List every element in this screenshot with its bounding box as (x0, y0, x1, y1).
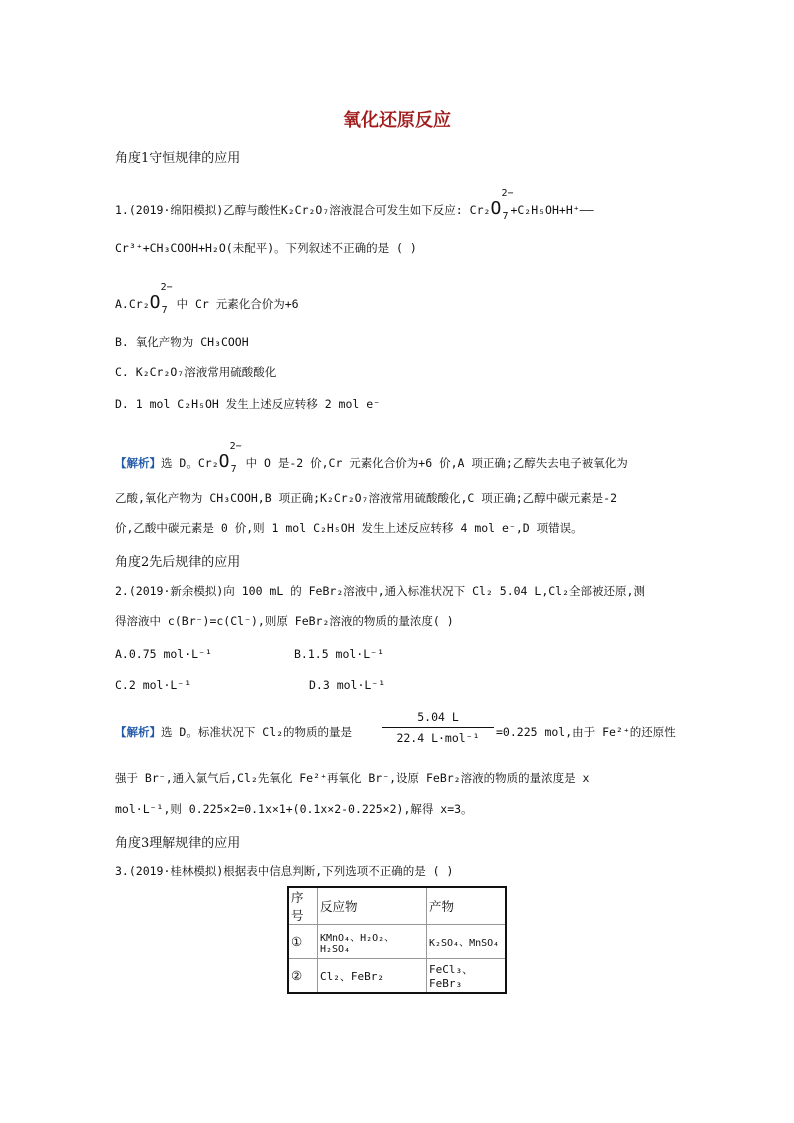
ion-subscript: 7 (502, 211, 509, 222)
q2-line1: 2.(2019·新余模拟)向 100 mL 的 FeBr₂溶液中,通入标准状况下 Cl₂ 5.04 L,Cl₂全部被还原,测 (115, 584, 645, 598)
ion-o: O (218, 451, 230, 472)
q1-option-a-pre: A.Cr₂ (115, 297, 150, 311)
a2-line1-pre: 选 D。标准状况下 Cl₂的物质的量是 (161, 725, 353, 739)
table-row (288, 959, 506, 994)
ion-o: O (490, 198, 502, 219)
dichromate-ion (490, 188, 514, 222)
dichromate-ion (218, 441, 242, 475)
dichromate-ion (149, 282, 173, 316)
analysis-label: 【解析】 (115, 456, 161, 470)
table-cell-reactants: KMnO₄、H₂O₂、H₂SO₄ (318, 925, 427, 959)
a1-line1-post: 中 O 是-2 价,Cr 元素化合价为+6 价,A 项正确;乙醇失去电子被氧化为 (245, 456, 628, 470)
table-header-products: 产物 (427, 887, 507, 925)
table-cell-products: FeCl₃、FeBr₃ (427, 959, 507, 994)
ion-charge: 2− (501, 188, 514, 199)
q1-line1 (115, 188, 594, 222)
table-row (288, 925, 506, 959)
table-header-index: 序号 (288, 887, 318, 925)
q1-ion-cr: Cr₂ (469, 203, 491, 217)
q2-option-d: D.3 mol·L⁻¹ (309, 678, 386, 692)
q2-option-a: A.0.75 mol·L⁻¹ (115, 647, 212, 661)
q1-option-a-post: 中 Cr 元素化合价为+6 (176, 297, 299, 311)
table-cell-index: ① (288, 925, 318, 959)
a1-line3: 价,乙酸中碳元素是 0 价,则 1 mol C₂H₅OH 发生上述反应转移 4 mol e⁻,D 项错误。 (115, 521, 583, 535)
section-heading-1: 角度1守恒规律的应用 (115, 151, 241, 166)
q1-option-d: D. 1 mol C₂H₅OH 发生上述反应转移 2 mol e⁻ (115, 397, 381, 411)
analysis-label: 【解析】 (115, 725, 161, 739)
q1-option-c: C. K₂Cr₂O₇溶液常用硫酸酸化 (115, 365, 277, 379)
a2-line1-left (115, 724, 352, 740)
moles-fraction (382, 710, 494, 745)
a2-line1-post: =0.225 mol,由于 Fe²⁺的还原性 (496, 725, 676, 739)
q1-line1-text-a: 1.(2019·绵阳模拟)乙醇与酸性 (115, 203, 281, 217)
reaction-table (287, 886, 507, 994)
table-cell-index: ② (288, 959, 318, 994)
table-header-reactants: 反应物 (318, 887, 427, 925)
q1-line1-text-b: 溶液混合可发生如下反应: (329, 203, 463, 217)
q2-option-c: C.2 mol·L⁻¹ (115, 678, 192, 692)
q1-formula-k2cr2o7: K₂Cr₂O₇ (280, 203, 330, 217)
page-title: 氧化还原反应 (343, 110, 451, 131)
q1-line1-text-c: +C₂H₅OH+H⁺—— (510, 203, 594, 217)
section-heading-2: 角度2先后规律的应用 (115, 555, 241, 570)
a1-line2: 乙酸,氧化产物为 CH₃COOH,B 项正确;K₂Cr₂O₇溶液常用硫酸酸化,C 项正确;乙醇中碳元素是-2 (115, 491, 618, 505)
a2-line3: mol·L⁻¹,则 0.225×2=0.1x×1+(0.1x×2-0.225×2),解得 x=3。 (115, 802, 473, 816)
table-header-row (288, 887, 506, 925)
q1-option-b: B. 氧化产物为 CH₃COOH (115, 335, 249, 349)
ion-o: O (149, 292, 161, 313)
ion-charge: 2− (229, 441, 242, 452)
q3-line1: 3.(2019·桂林模拟)根据表中信息判断,下列选项不正确的是 ( ) (115, 864, 454, 878)
table-cell-products: K₂SO₄、MnSO₄ (427, 925, 507, 959)
q1-line2: Cr³⁺+CH₃COOH+H₂O(未配平)。下列叙述不正确的是 ( ) (115, 241, 417, 255)
fraction-numerator: 5.04 L (382, 710, 494, 728)
section-heading-3: 角度3理解规律的应用 (115, 836, 241, 851)
q1-option-a (115, 282, 299, 316)
table-cell-reactants: Cl₂、FeBr₂ (318, 959, 427, 994)
q2-line2: 得溶液中 c(Br⁻)=c(Cl⁻),则原 FeBr₂溶液的物质的量浓度( ) (115, 614, 454, 628)
a1-line1-pre: 选 D。Cr₂ (161, 456, 219, 470)
ion-charge: 2− (160, 282, 173, 293)
ion-subscript: 7 (161, 305, 168, 316)
a2-line2: 强于 Br⁻,通入氯气后,Cl₂先氧化 Fe²⁺再氧化 Br⁻,设原 FeBr₂溶液的物质的量浓度是 x (115, 771, 590, 785)
a1-line1 (115, 441, 628, 475)
q2-option-b: B.1.5 mol·L⁻¹ (294, 647, 385, 661)
ion-subscript: 7 (230, 464, 237, 475)
fraction-denominator: 22.4 L·mol⁻¹ (396, 731, 480, 745)
